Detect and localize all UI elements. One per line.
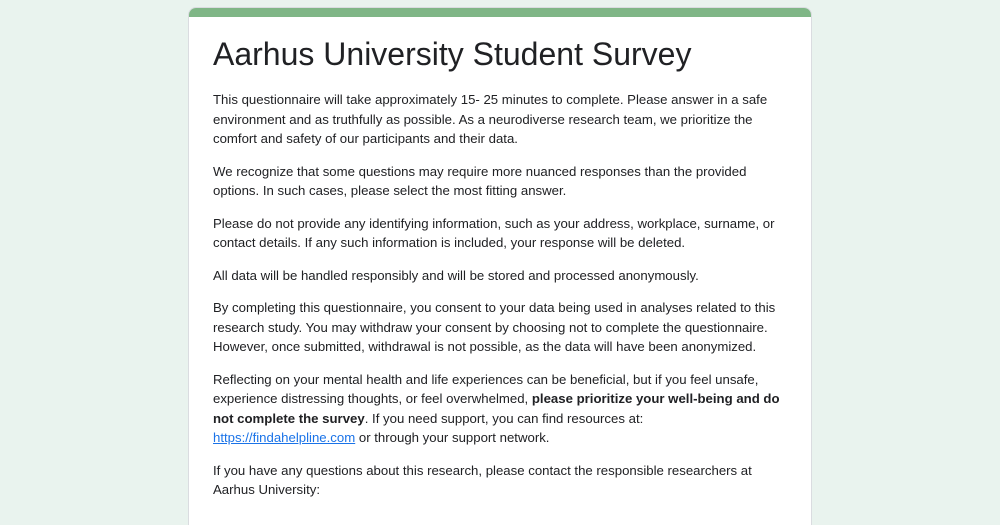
description-paragraph: This questionnaire will take approximately 15- 25 minutes to complete. Please answer in a safe environment and as truthfully as possible. As a neurodiverse research team, we prioritize the comfort and safety of our participants and their data. [213, 92, 768, 146]
form-description [213, 34, 787, 513]
description-paragraph: We recognize that some questions may require more nuanced responses than the provided options. In such cases, please select the most fitting answer. [213, 163, 747, 198]
description-paragraph: Please do not provide any identifying information, such as your address, workplace, surname, or contact details. If any such information is included, your response will be deleted. [213, 215, 775, 250]
wellbeing-text: Reflecting on your mental health and life experiences can be beneficial, but if you feel unsafe, experience distressing thoughts, or feel overwhelmed, [213, 371, 759, 406]
wellbeing-text: or through your support network. [355, 430, 550, 445]
wellbeing-text: . If you need support, you can find resources at: [364, 410, 644, 426]
wellbeing-paragraph [213, 370, 787, 448]
card-accent-bar [189, 8, 811, 17]
form-title: Aarhus University Student Survey [213, 36, 692, 72]
form-header-card [188, 7, 812, 525]
wellbeing-emphasis: please prioritize your well-being and do not complete the survey [213, 391, 780, 426]
description-paragraph: By completing this questionnaire, you consent to your data being used in analyses related to this research study. You may withdraw your consent by choosing not to complete the questionnaire. However, once submitted, withdrawal is not possible, as the data will have been anonymized. [213, 300, 776, 354]
helpline-link[interactable]: https://findahelpline.com [213, 430, 356, 445]
contact-paragraph: If you have any questions about this research, please contact the responsible researchers at Aarhus University: [213, 462, 752, 497]
description-paragraph: All data will be handled responsibly and will be stored and processed anonymously. [213, 267, 699, 283]
